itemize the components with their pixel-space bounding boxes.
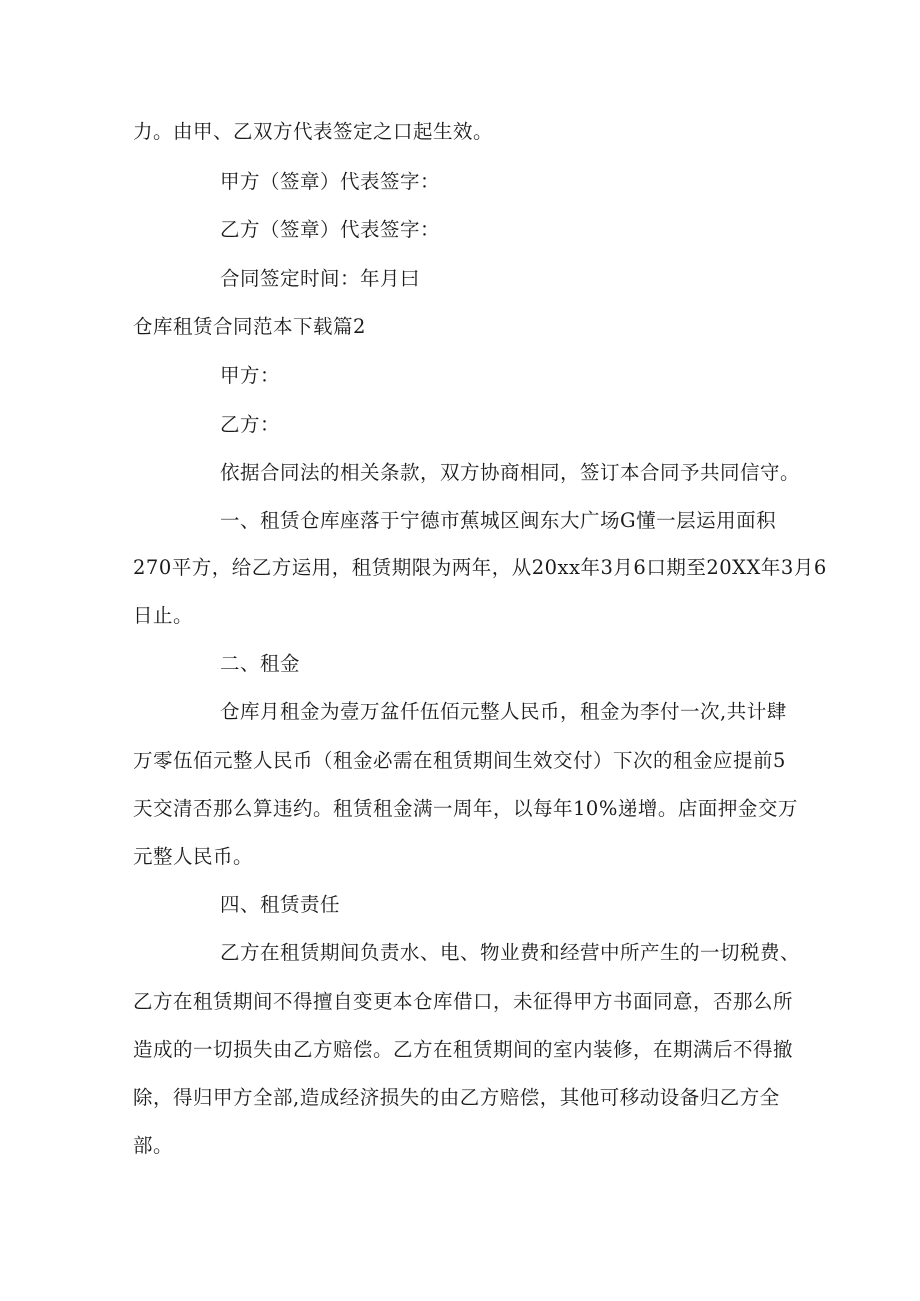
clause-1-heading-line: 一、租赁仓库座落于宁德市蕉城区闽东大广场G懂一层运用面积: [220, 509, 777, 532]
party-a-label: 甲方：: [220, 364, 281, 387]
text-line-10: 270平方，给乙方运用，租赁期限为两年，从20xx年3月6口期至20XX年3月6: [133, 556, 827, 579]
text-line-21: 除，得归甲方全部,造成经济损失的由乙方赔偿，其他可移动设备归乙方全: [133, 1086, 780, 1109]
text-line-22: 部。: [133, 1134, 174, 1157]
clause-4-heading: 四、租赁责任: [220, 893, 341, 916]
party-b-signature-line: 乙方（签章）代表签字：: [220, 218, 441, 241]
text-line-19: 乙方在租赁期间不得擅自变更本仓库借口，未征得甲方书面同意，否那么所: [133, 990, 794, 1013]
party-b-label: 乙方：: [220, 413, 281, 436]
clause-2-heading: 二、租金: [220, 652, 301, 675]
signing-date-line: 合同签定时间：年月曰: [220, 267, 421, 290]
text-line-13: 仓库月租金为壹万盆仟伍佰元整人民币，租金为李付一次,共计肆: [220, 700, 787, 723]
text-line-8: 依据合同法的相关条款，双方协商相同，签订本合同予共同信守。: [220, 461, 801, 484]
text-line-11: 日止。: [133, 604, 194, 627]
text-line-16: 元整人民币。: [133, 845, 254, 868]
text-line-1: 力。由甲、乙双方代表签定之口起生效。: [133, 120, 494, 143]
text-line-14: 万零伍佰元整人民币（租金必需在租赁期间生效交付）下次的租金应提前5: [133, 749, 786, 772]
party-a-signature-line: 甲方（签章）代表签字：: [220, 170, 441, 193]
text-line-15: 天交清否那么算违约。租赁租金满一周年，以每年10%递增。店面押金交万: [133, 797, 798, 820]
text-line-20: 造成的一切损失由乙方赔偿。乙方在租赁期间的室内装修，在期满后不得撤: [133, 1038, 794, 1061]
text-line-18: 乙方在租赁期间负责水、电、物业费和经营中所产生的一切税费、: [220, 941, 801, 964]
section-title: 仓库租赁合同范本下载篇2: [133, 315, 366, 338]
